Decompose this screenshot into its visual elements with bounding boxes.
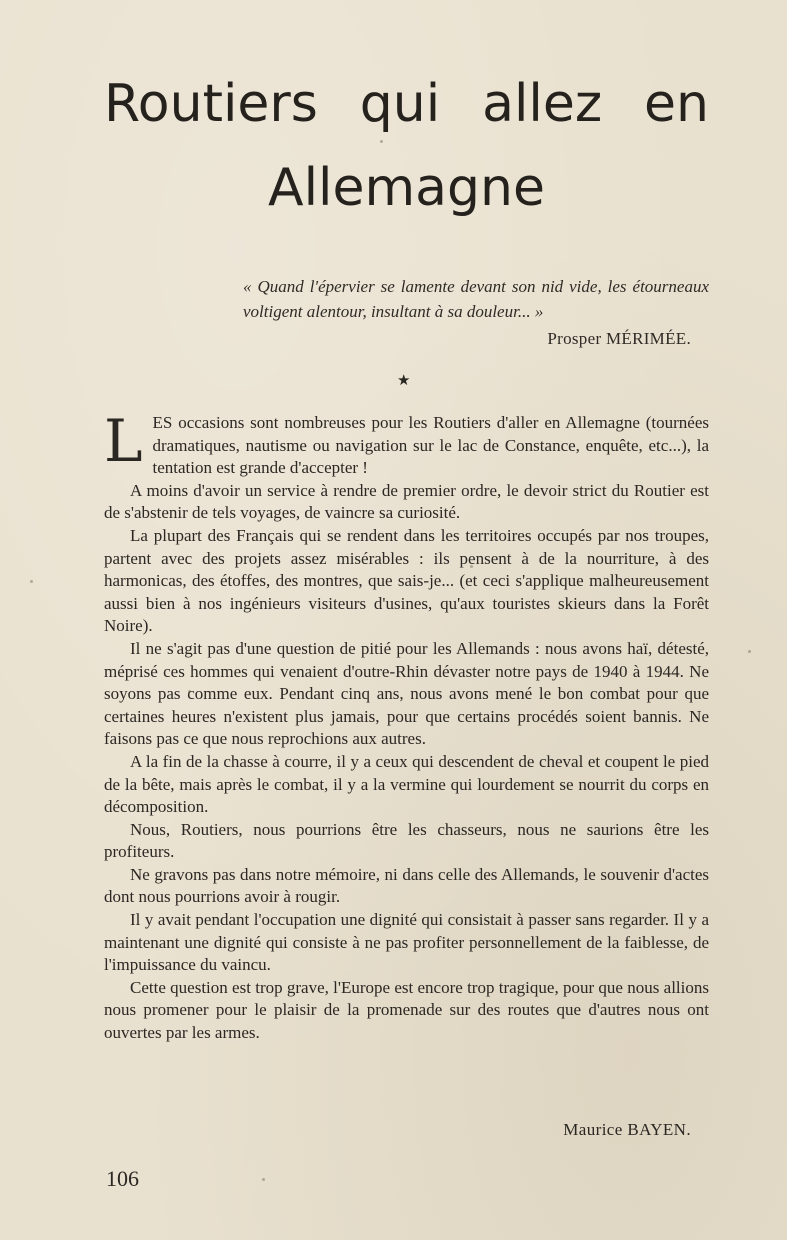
epigraph — [243, 274, 709, 351]
paragraph: La plupart des Français qui se rendent dans les territoires occupés par nos troupes, partent avec des projets assez misérables : ils pensent à de la nourriture, à des harmonicas, des étoffes, des montres, que sais-je... (et ceci s'applique malheureusement aussi bien à nos ingénieurs visiteurs d'usines, qu'aux touristes skieurs dans la Forêt Noire). — [104, 525, 709, 636]
epigraph-author: Prosper MÉRIMÉE. — [547, 329, 691, 348]
paragraph: Il ne s'agit pas d'une question de pitié pour les Allemands : nous avons haï, détesté, méprisé ces hommes qui venaient d'outre-Rhin dévaster notre pays de 1940 à 1944. Ne soyons pas comme eux. Pendant cinq ans, nous avons mené le bon combat pour que certaines heures n'existent plus jamais, pour que certains procédés soient bannis. Ne faisons pas ce que nous reprochions aux autres. — [104, 638, 709, 749]
paragraph: A la fin de la chasse à courre, il y a ceux qui descendent de cheval et coupent le pied de la bête, mais après le combat, il y a la vermine qui lourdement se nourrit du corps en décomposition. — [104, 751, 709, 817]
title-line-1 — [104, 74, 709, 140]
paragraph — [104, 407, 709, 480]
paragraph: Nous, Routiers, nous pourrions être les chasseurs, nous ne saurions être les profiteurs. — [104, 819, 709, 862]
paragraph: Ne gravons pas dans notre mémoire, ni dans celle des Allemands, le souvenir d'actes dont nous pourrions avoir à rougir. — [104, 864, 709, 907]
article-title — [104, 74, 709, 218]
title-line-2: Allemagne — [268, 158, 545, 218]
title-word: allez — [482, 74, 603, 134]
title-word: qui — [359, 74, 441, 134]
paragraph: Cette question est trop grave, l'Europe est encore trop tragique, pour que nous allions nous promener pour le plaisir de la promenade sur des routes que d'autres nous ont ouvertes par les armes. — [104, 977, 709, 1043]
page-number: 106 — [106, 1166, 139, 1191]
title-word: Routiers — [104, 74, 318, 134]
paragraph-text: ES occasions sont nombreuses pour les Routiers d'aller en Allemagne (tournées dramatiques, nautisme ou navigation sur le lac de Constance, enquête, etc...), la tentation est grande d'accepter ! — [152, 413, 709, 478]
author-signature: Maurice BAYEN. — [563, 1120, 691, 1139]
article-body — [104, 407, 709, 1045]
separator-star: ★ — [397, 373, 411, 389]
drop-cap: L — [104, 407, 143, 475]
paragraph: A moins d'avoir un service à rendre de premier ordre, le devoir strict du Routier est de s'abstenir de tels voyages, de vaincre sa curiosité. — [104, 480, 709, 523]
paragraph: Il y avait pendant l'occupation une dignité qui consistait à passer sans regarder. Il y a maintenant une dignité qui consiste à ne pas profiter personnellement de la faiblesse, de l'impuissance du vaincu. — [104, 910, 709, 975]
epigraph-quote: « Quand l'épervier se lamente devant son nid vide, les étourneaux voltigent alentour, insultant à sa douleur... » — [243, 277, 709, 321]
title-word: en — [644, 74, 709, 134]
